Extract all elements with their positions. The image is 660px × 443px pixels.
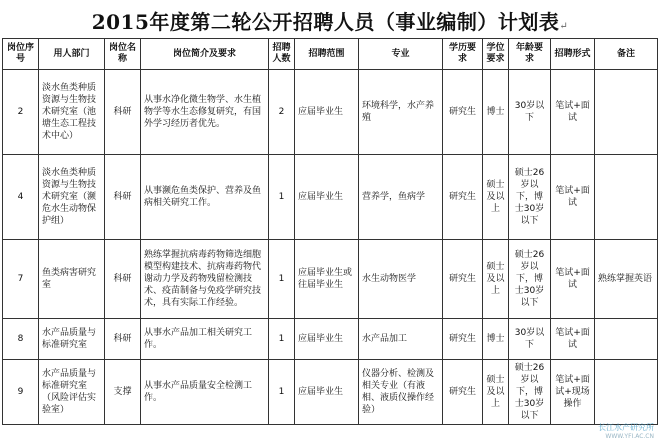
cell-age: 硕士26岁以下，博士30岁以下 (509, 240, 551, 319)
table-row (3, 360, 658, 425)
cell-count: 2 (269, 70, 295, 155)
cell-degree: 博士 (483, 319, 509, 360)
cell-desc: 从事水净化微生物学、水生植物学等水生态修复研究，有国外学习经历者优先。 (141, 70, 269, 155)
cell-major: 水生动物医学 (359, 240, 443, 319)
cell-no: 9 (3, 360, 39, 425)
table-row (3, 155, 658, 240)
cell-note (595, 319, 658, 360)
cell-edu: 研究生 (443, 240, 483, 319)
cell-desc: 熟练掌握抗病毒药物筛选细胞模型构建技术、抗病毒药物代谢动力学及药物残留检测技术、疫苗制备与免疫学研究技术，具有实际工作经验。 (141, 240, 269, 319)
cell-form: 笔试+面试+现场操作 (551, 360, 595, 425)
cell-form: 笔试+面试 (551, 155, 595, 240)
cell-scope: 应届毕业生 (295, 319, 359, 360)
cell-no: 2 (3, 70, 39, 155)
header-note: 备注 (595, 39, 658, 70)
cell-dept: 水产品质量与标准研究室（风险评估实验室） (39, 360, 105, 425)
cell-edu: 研究生 (443, 155, 483, 240)
table-row (3, 70, 658, 155)
cell-post: 科研 (105, 319, 141, 360)
cell-edu: 研究生 (443, 319, 483, 360)
cell-scope: 应届毕业生或往届毕业生 (295, 240, 359, 319)
recruitment-plan-table (2, 38, 658, 425)
header-no: 岗位序号 (3, 39, 39, 70)
cell-dept: 鱼类病害研究室 (39, 240, 105, 319)
cell-dept: 水产品质量与标准研究室 (39, 319, 105, 360)
watermark (598, 423, 654, 441)
cell-desc: 从事水产品加工相关研究工作。 (141, 319, 269, 360)
cell-age: 30岁以下 (509, 319, 551, 360)
cell-age: 30岁以下 (509, 70, 551, 155)
header-major: 专业 (359, 39, 443, 70)
cell-major: 仪器分析、检测及相关专业（有液相、液质仪操作经验） (359, 360, 443, 425)
cell-note: 熟练掌握英语 (595, 240, 658, 319)
header-edu: 学历要求 (443, 39, 483, 70)
cell-no: 7 (3, 240, 39, 319)
header-post: 岗位名称 (105, 39, 141, 70)
header-form: 招聘形式 (551, 39, 595, 70)
watermark-line2: WWW.YFI.AC.CN (605, 433, 654, 440)
cell-note (595, 70, 658, 155)
cell-major: 营养学，鱼病学 (359, 155, 443, 240)
cell-post: 科研 (105, 70, 141, 155)
cell-note (595, 360, 658, 425)
cell-scope: 应届毕业生 (295, 155, 359, 240)
table-header-row (3, 39, 658, 70)
cell-dept: 淡水鱼类种质资源与生物技术研究室（濒危水生动物保护组） (39, 155, 105, 240)
cell-degree: 硕士及以上 (483, 360, 509, 425)
page-title (0, 6, 660, 35)
cell-major: 环境科学，水产养殖 (359, 70, 443, 155)
table-row (3, 240, 658, 319)
cell-no: 8 (3, 319, 39, 360)
cell-form: 笔试+面试 (551, 319, 595, 360)
header-age: 年龄要求 (509, 39, 551, 70)
cell-post: 支撑 (105, 360, 141, 425)
cell-scope: 应届毕业生 (295, 360, 359, 425)
cell-desc: 从事水产品质量安全检测工作。 (141, 360, 269, 425)
cell-post: 科研 (105, 155, 141, 240)
cell-degree: 硕士及以上 (483, 240, 509, 319)
cell-age: 硕士26岁以下，博士30岁以下 (509, 360, 551, 425)
header-count: 招聘人数 (269, 39, 295, 70)
cell-count: 1 (269, 240, 295, 319)
cell-dept: 淡水鱼类种质资源与生物技术研究室（池塘生态工程技术中心） (39, 70, 105, 155)
cell-post: 科研 (105, 240, 141, 319)
cell-edu: 研究生 (443, 360, 483, 425)
cell-scope: 应届毕业生 (295, 70, 359, 155)
cell-note (595, 155, 658, 240)
cell-edu: 研究生 (443, 70, 483, 155)
cell-count: 1 (269, 155, 295, 240)
cell-form: 笔试+面试 (551, 240, 595, 319)
table-row (3, 319, 658, 360)
cell-age: 硕士26岁以下，博士30岁以下 (509, 155, 551, 240)
cell-no: 4 (3, 155, 39, 240)
title-text: 2015年度第二轮公开招聘人员（事业编制）计划表 (91, 10, 560, 34)
header-dept: 用人部门 (39, 39, 105, 70)
cell-form: 笔试+面试 (551, 70, 595, 155)
cell-count: 1 (269, 360, 295, 425)
header-desc: 岗位简介及要求 (141, 39, 269, 70)
cell-desc: 从事濒危鱼类保护、营养及鱼病相关研究工作。 (141, 155, 269, 240)
cell-degree: 硕士及以上 (483, 155, 509, 240)
cell-degree: 博士 (483, 70, 509, 155)
watermark-line1: 长江水产研究所 (598, 423, 654, 432)
header-scope: 招聘范围 (295, 39, 359, 70)
cell-major: 水产品加工 (359, 319, 443, 360)
paragraph-mark: ↵ (559, 21, 569, 32)
header-degree: 学位要求 (483, 39, 509, 70)
cell-count: 1 (269, 319, 295, 360)
